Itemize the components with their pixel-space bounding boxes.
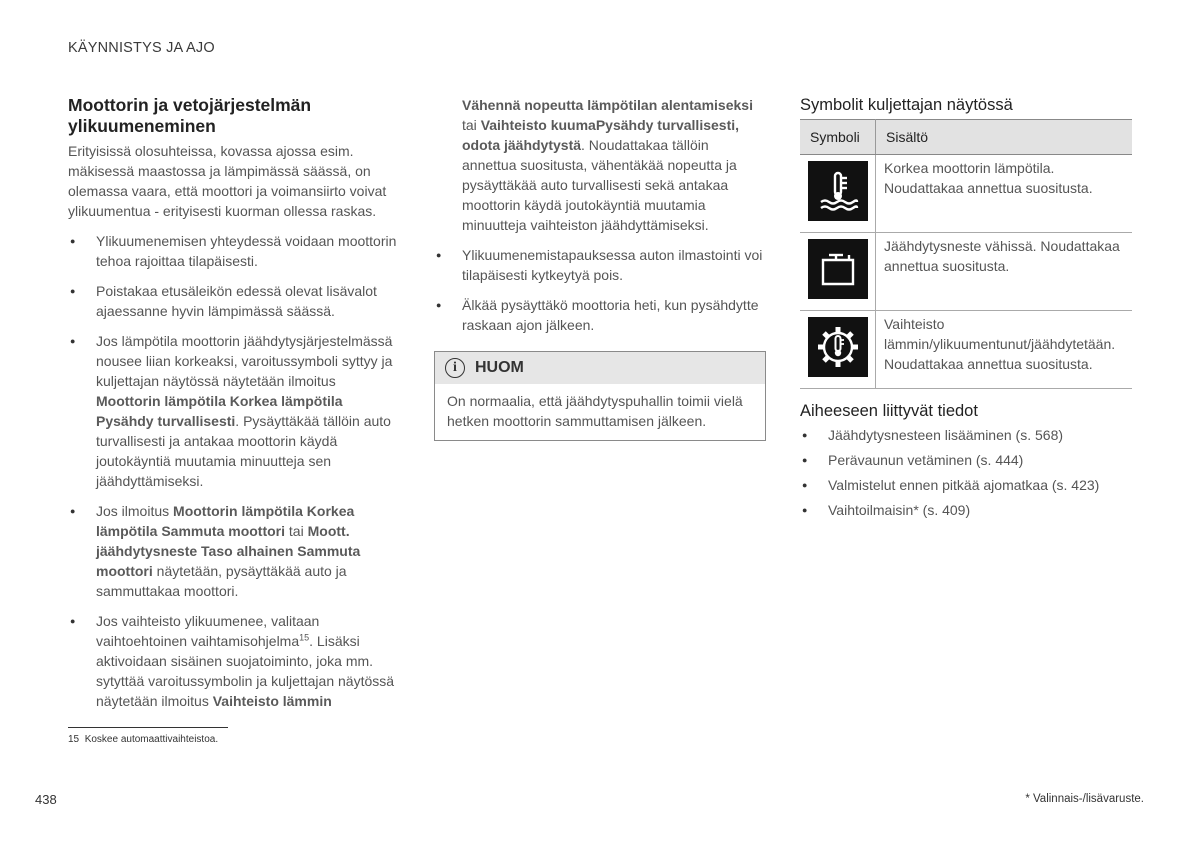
- list-item: ● Ylikuumenemisen yhteydessä voidaan moottorin tehoa rajoittaa tilapäisesti.: [68, 231, 403, 271]
- footnote-divider: [68, 727, 228, 728]
- info-icon: i: [445, 358, 465, 378]
- related-link[interactable]: ● Perävaunun vetäminen (s. 444): [800, 450, 1132, 470]
- footnote-ref: 15: [299, 632, 310, 643]
- footnote: [68, 734, 218, 745]
- symbol-description: Korkea moottorin lämpötila. Noudattakaa annettua suositusta.: [876, 155, 1133, 233]
- display-message: Vaihteisto kuumaPysähdy turvallisesti, odota jäähdytystä: [462, 117, 740, 153]
- column-left: [68, 95, 403, 721]
- column-header-content: Sisältö: [876, 120, 1133, 155]
- symbols-heading: Symbolit kuljettajan näytössä: [800, 96, 1013, 114]
- column-right: [800, 95, 1132, 525]
- list-item: ● Jos vaihteisto ylikuumenee, valitaan vaihtoehtoinen vaihtamisohjelma$^{15}$. Lisäksi aktivoidaan sisäinen suojatoiminto, joka mm. sytyttää varoitussymbolin ja kuljettajan näytössä näytetään ilmoitus Vaihteisto lämmin: [68, 611, 403, 711]
- symbol-description: Jäähdytysneste vähissä. Noudattakaa annettua suositusta.: [876, 233, 1133, 311]
- note-header: [435, 352, 765, 384]
- column-middle: [434, 95, 766, 441]
- symbols-table: [800, 119, 1132, 389]
- column-header-symbol: Symboli: [800, 120, 876, 155]
- table-row: [800, 233, 1132, 311]
- related-link[interactable]: ● Vaihtoilmaisin* (s. 409): [800, 500, 1132, 520]
- footnote-text: Koskee automaattivaihteistoa.: [84, 734, 219, 745]
- bullet-list: [434, 245, 766, 335]
- coolant-level-icon: [808, 239, 868, 299]
- related-link[interactable]: ● Jäähdytysnesteen lisääminen (s. 568): [800, 425, 1132, 445]
- list-item: ● Älkää pysäyttäkö moottoria heti, kun pysähdytte raskaan ajon jälkeen.: [434, 295, 766, 335]
- coolant-temperature-icon: [808, 161, 868, 221]
- section-heading: Moottorin ja vetojärjestelmän ylikuumeneminen: [68, 95, 312, 136]
- table-header-row: [800, 120, 1132, 155]
- note-box: [434, 351, 766, 441]
- footer-note: * Valinnais-/lisävaruste.: [1025, 793, 1144, 805]
- related-list: [800, 425, 1132, 520]
- note-text: On normaalia, että jäähdytyspuhallin toimii vielä hetken moottorin sammuttamisen jälkeen.: [447, 393, 743, 429]
- intro-paragraph: Erityisissä olosuhteissa, kovassa ajossa esim. mäkisessä maastossa ja lämpimässä säässä, on olemassa vaara, että moottori ja voimansiirto voivat ylikuumentua - erityisesti kuorman ollessa raskas.: [68, 143, 387, 219]
- display-message: Moott. jäähdytysneste Taso alhainen Sammuta moottori: [96, 523, 361, 579]
- related-heading: Aiheeseen liittyvät tiedot: [800, 402, 978, 420]
- page-number: 438: [35, 792, 57, 807]
- symbol-description: Vaihteisto lämmin/ylikuumentunut/jäähdytetään. Noudattakaa annettua suositusta.: [876, 311, 1133, 389]
- display-message: Vaihteisto lämmin: [212, 693, 332, 709]
- list-item: ● Ylikuumenemistapauksessa auton ilmastointi voi tilapäisesti kytkeytyä pois.: [434, 245, 766, 285]
- display-message: Moottorin lämpötila Korkea lämpötila Sammuta moottori: [96, 503, 355, 539]
- section-header: KÄYNNISTYS JA AJO: [68, 40, 215, 56]
- footnote-number: 15: [68, 734, 80, 745]
- transmission-temperature-icon: [808, 317, 868, 377]
- table-row: [800, 311, 1132, 389]
- continued-paragraph: Vähennä nopeutta lämpötilan alentamiseksi tai Vaihteisto kuumaPysähdy turvallisesti, odota jäähdytystä. Noudattakaa tällöin annettua suositusta, vähentäkää nopeutta ja pysäyttäkää auto turvallisesti sekä antakaa moottorin käydä joutokäyntiä muutamia minuutteja vaihteiston jäähdyttämiseksi.: [462, 97, 753, 233]
- list-item: ● Jos lämpötila moottorin jäähdytysjärjestelmässä nousee liian korkeaksi, varoitussymboli syttyy ja kuljettajan näytössä näytetään ilmoitus Moottorin lämpötila Korkea lämpötila Pysähdy turvallisesti. Pysäyttäkää tällöin auto turvallisesti ja antakaa moottorin käydä joutokäyntiä muutamia minuutteja sen jäähdyttämiseksi.: [68, 331, 403, 491]
- display-message: Moottorin lämpötila Korkea lämpötila Pysähdy turvallisesti: [96, 393, 343, 429]
- table-row: [800, 155, 1132, 233]
- related-link[interactable]: ● Valmistelut ennen pitkää ajomatkaa (s. 423): [800, 475, 1132, 495]
- list-item: ● Poistakaa etusäleikön edessä olevat lisävalot ajaessanne hyvin lämpimässä säässä.: [68, 281, 403, 321]
- list-item: ● Jos ilmoitus Moottorin lämpötila Korkea lämpötila Sammuta moottori tai Moott. jäähdytysneste Taso alhainen Sammuta moottori näytetään, pysäyttäkää auto ja sammuttakaa moottori.: [68, 501, 403, 601]
- note-title: HUOM: [475, 359, 524, 376]
- display-message: Vähennä nopeutta lämpötilan alentamiseksi: [462, 97, 753, 113]
- bullet-list: [68, 231, 403, 711]
